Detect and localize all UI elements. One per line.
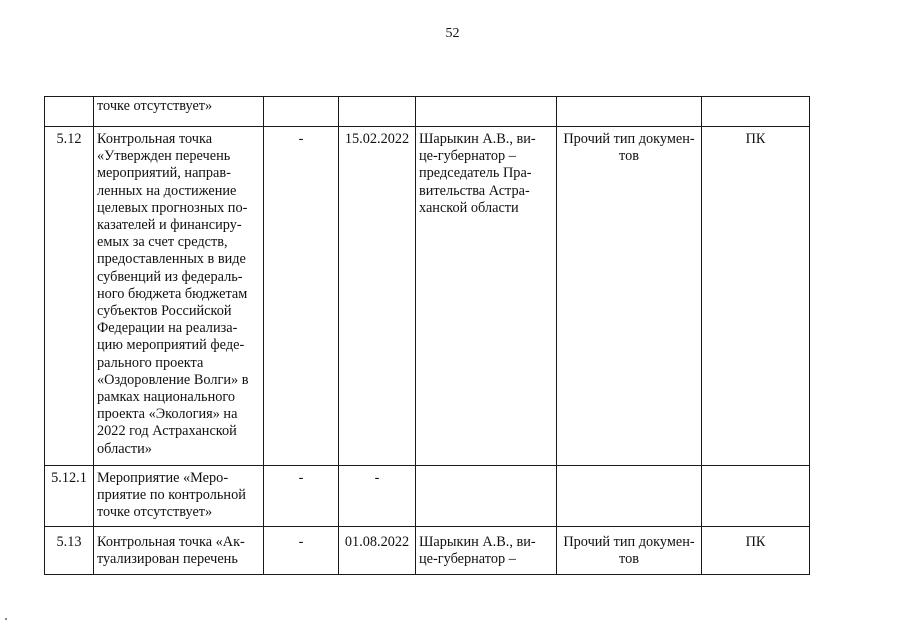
row-start-date-cell: - (264, 127, 339, 466)
scan-speck (5, 618, 7, 620)
row-start-date-cell: - (264, 527, 339, 575)
row-responsible-cell (416, 97, 557, 127)
row-number-cell: 5.13 (45, 527, 94, 575)
row-number-cell: 5.12.1 (45, 466, 94, 527)
row-name-cell: Мероприятие «Меро- приятие по контрольной точке отсутствует» (94, 466, 264, 527)
row-number-cell (45, 97, 94, 127)
row-level-cell: ПК (702, 527, 810, 575)
row-end-date-cell: 01.08.2022 (339, 527, 416, 575)
row-name-cell: Контрольная точка «Утвержден перечень мероприятий, направ- ленных на достижение целевых прогнозных по- казателей и финансиру- емых за счет средств, предоставленных в виде субвенций из федераль- ного бюджета бюджетам субъектов Российской Федерации на реализа- цию мероприятий феде- рального проекта «Оздоровление Волги» в рамках национального проекта «Экология» на 2022 год Астраханской области» (94, 127, 264, 466)
row-level-cell: ПК (702, 127, 810, 466)
row-responsible-cell: Шарыкин А.В., ви- це-губернатор – председатель Пра- вительства Астра- ханской области (416, 127, 557, 466)
row-name-cell: Контрольная точка «Ак- туализирован перечень (94, 527, 264, 575)
row-document-type-cell: Прочий тип докумен- тов (557, 127, 702, 466)
row-name-cell: точке отсутствует» (94, 97, 264, 127)
table-row (45, 127, 810, 466)
table-row (45, 527, 810, 575)
page-number: 52 (445, 26, 460, 41)
row-start-date-cell (264, 97, 339, 127)
row-document-type-cell (557, 97, 702, 127)
row-end-date-cell (339, 97, 416, 127)
row-document-type-cell (557, 466, 702, 527)
row-level-cell (702, 97, 810, 127)
table-row (45, 97, 810, 127)
row-responsible-cell: Шарыкин А.В., ви- це-губернатор – (416, 527, 557, 575)
row-level-cell (702, 466, 810, 527)
plan-table (44, 96, 810, 575)
row-end-date-cell: - (339, 466, 416, 527)
row-document-type-cell: Прочий тип докумен- тов (557, 527, 702, 575)
row-end-date-cell: 15.02.2022 (339, 127, 416, 466)
row-start-date-cell: - (264, 466, 339, 527)
row-number-cell: 5.12 (45, 127, 94, 466)
table-row (45, 466, 810, 527)
row-responsible-cell (416, 466, 557, 527)
